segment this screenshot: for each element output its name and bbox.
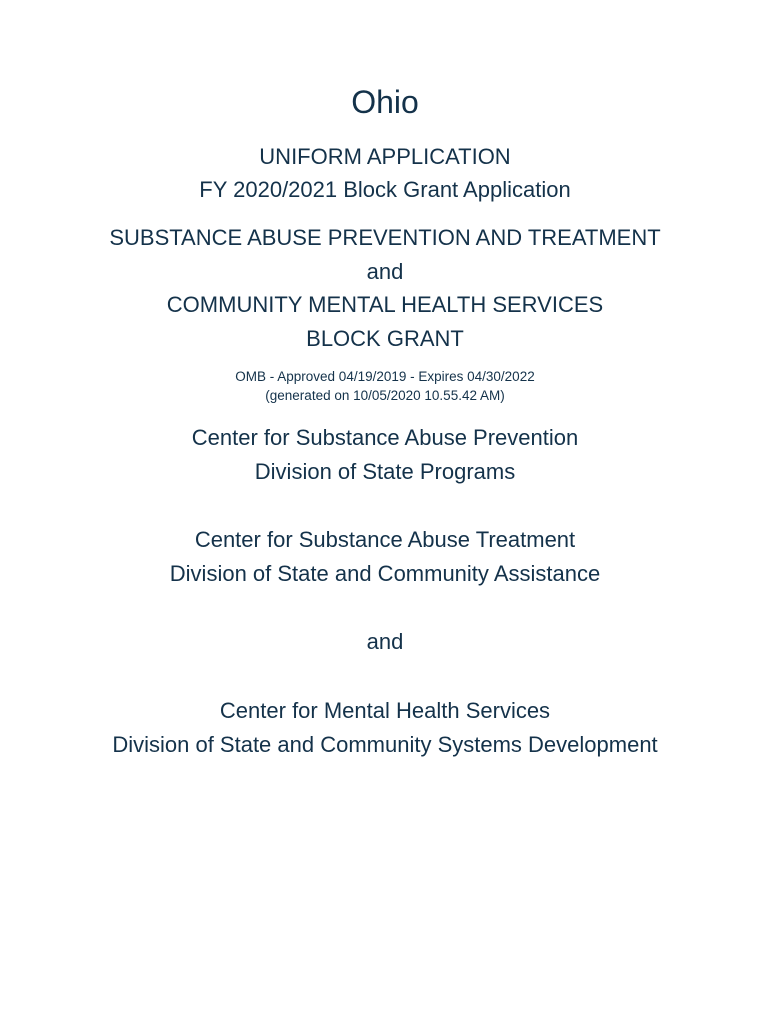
center-prevention-name: Center for Substance Abuse Prevention — [191, 425, 579, 450]
grant-title-line-3: COMMUNITY MENTAL HEALTH SERVICES — [166, 292, 604, 317]
center-mental-health-division: Division of State and Community Systems Development — [112, 732, 658, 757]
grant-title-line-2: and — [366, 259, 404, 284]
application-title: UNIFORM APPLICATION — [259, 144, 511, 169]
grant-title-line-1: SUBSTANCE ABUSE PREVENTION AND TREATMENT — [109, 225, 661, 250]
center-treatment-name: Center for Substance Abuse Treatment — [194, 527, 576, 552]
center-mental-health-name: Center for Mental Health Services — [219, 698, 551, 723]
centers-connector: and — [366, 629, 404, 654]
state-title: Ohio — [351, 84, 419, 120]
generated-date-text: (generated on 10/05/2020 10.55.42 AM) — [265, 388, 505, 403]
center-treatment-division: Division of State and Community Assistance — [169, 561, 601, 586]
center-prevention-division: Division of State Programs — [254, 459, 516, 484]
omb-approval-text: OMB - Approved 04/19/2019 - Expires 04/30/2022 — [235, 369, 535, 384]
grant-title-line-4: BLOCK GRANT — [306, 326, 464, 351]
application-subtitle: FY 2020/2021 Block Grant Application — [199, 177, 571, 202]
